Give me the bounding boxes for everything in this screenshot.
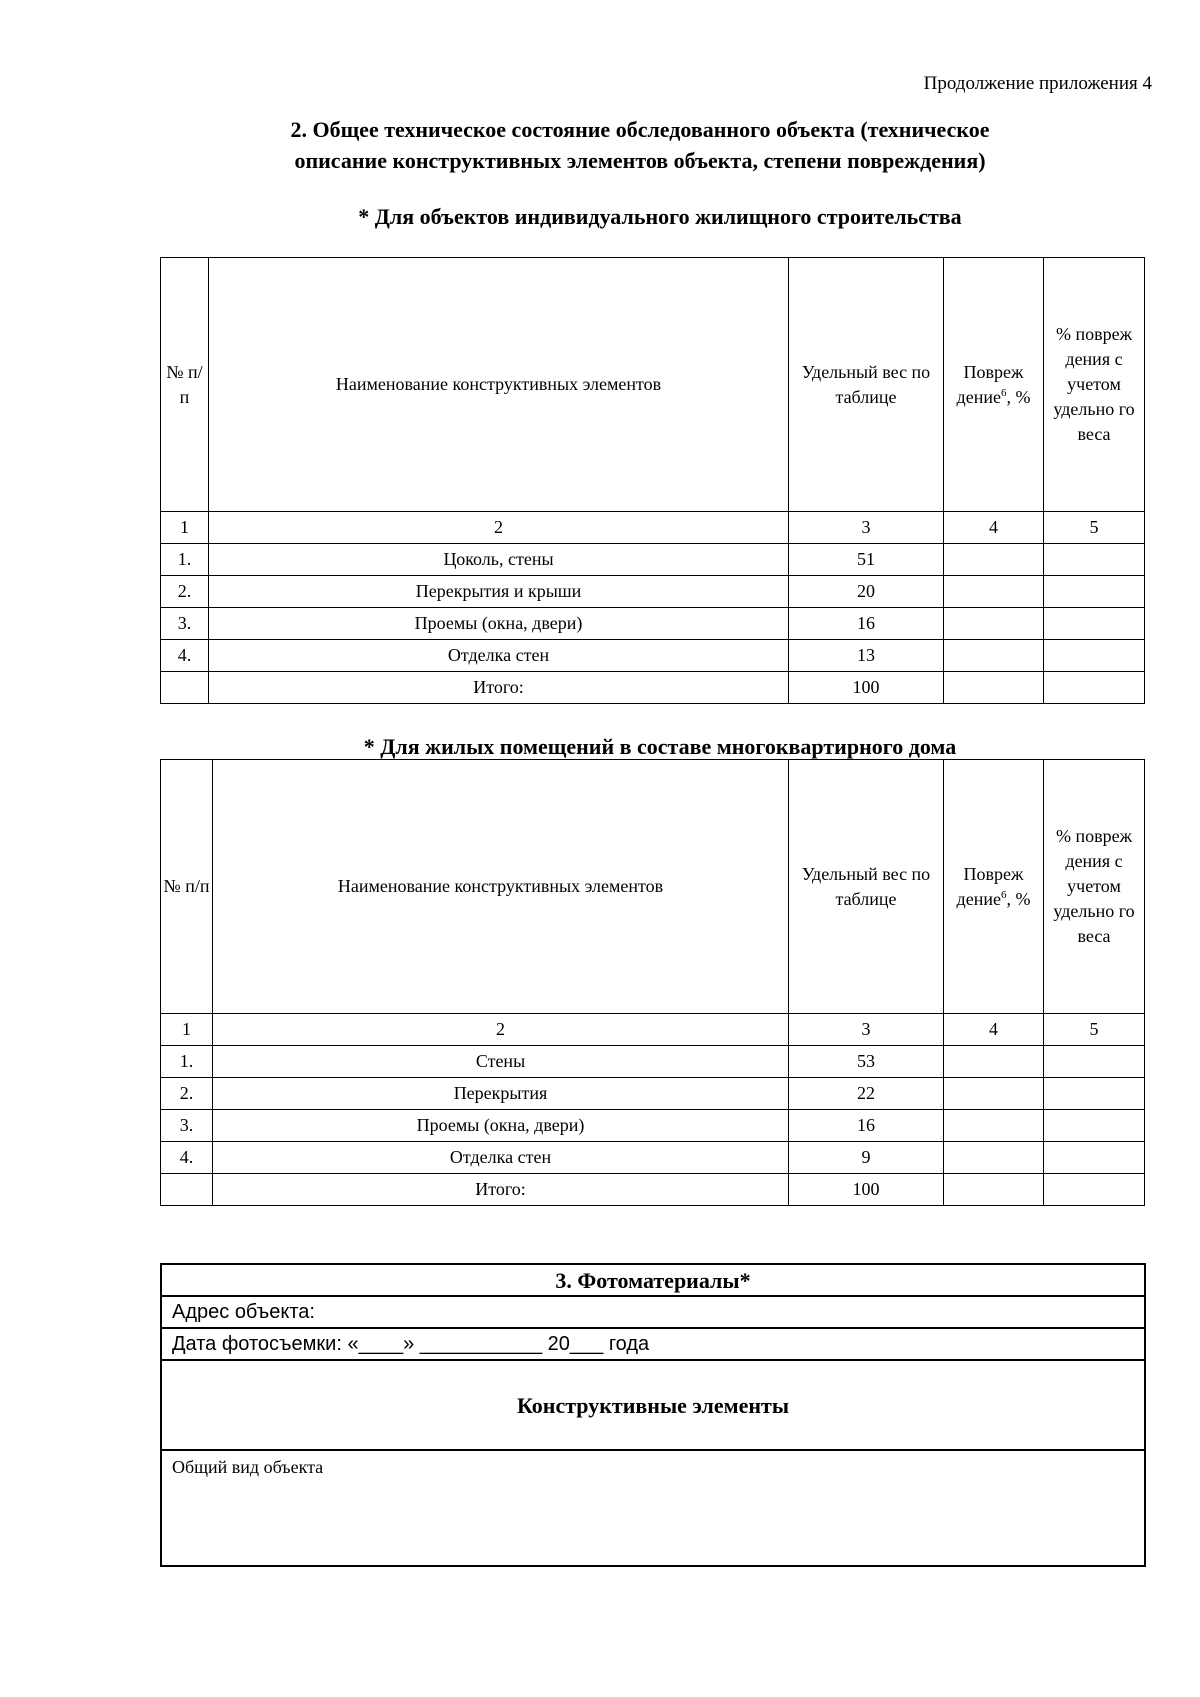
table1 [160,257,1145,704]
row-name: Стены [213,1046,789,1078]
colnum: 2 [213,1014,789,1046]
colnum: 4 [944,512,1044,544]
colnum: 1 [161,1014,213,1046]
row-num: 3. [161,1110,213,1142]
row-num: 1. [161,1046,213,1078]
total-value: 100 [789,672,944,704]
row-damage-input[interactable] [944,1142,1044,1174]
colnum: 4 [944,1014,1044,1046]
colnum: 1 [161,512,209,544]
row-damage-input[interactable] [944,1110,1044,1142]
row-weight: 20 [789,576,944,608]
row-num: 3. [161,608,209,640]
row-damage-input[interactable] [944,544,1044,576]
photo-date-field[interactable]: Дата фотосъемки: «____» ___________ 20___ года [161,1328,1145,1360]
total-damage-input[interactable] [944,1174,1044,1206]
row-pct-input[interactable] [1044,576,1145,608]
row-name: Перекрытия и крыши [209,576,789,608]
table-row [161,1142,1145,1174]
section2-title-line1: 2. Общее техническое состояние обследованного объекта (техническое [290,117,990,142]
table-row [161,1046,1145,1078]
header-name: Наименование конструктивных элементов [213,760,789,1014]
row-num: 2. [161,576,209,608]
table-row [161,608,1145,640]
total-damage-input[interactable] [944,672,1044,704]
object-overview-cell[interactable]: Общий вид объекта [161,1450,1145,1566]
photo-materials-table [160,1263,1146,1567]
table-total-row [161,1174,1145,1206]
section2-title-line2: описание конструктивных элементов объекта, степени повреждения) [294,148,986,173]
header-damage: Повреж дение$^6$, % [944,760,1044,1014]
header-pct: % повреж дения с учетом удельно го веса [1044,760,1145,1014]
header-num: № п/ п [161,258,209,512]
table1-colnum-row [161,512,1145,544]
row-pct-input[interactable] [1044,1046,1145,1078]
table1-header-row [161,258,1145,512]
row-damage-input[interactable] [944,1046,1044,1078]
total-label: Итого: [213,1174,789,1206]
row-name: Отделка стен [209,640,789,672]
row-weight: 9 [789,1142,944,1174]
table-total-row [161,672,1145,704]
row-weight: 53 [789,1046,944,1078]
colnum: 5 [1044,512,1145,544]
table-row [161,1078,1145,1110]
table2-colnum-row [161,1014,1145,1046]
row-pct-input[interactable] [1044,1142,1145,1174]
row-weight: 22 [789,1078,944,1110]
colnum: 2 [209,512,789,544]
row-name: Проемы (окна, двери) [213,1110,789,1142]
row-pct-input[interactable] [1044,640,1145,672]
row-pct-input[interactable] [1044,1110,1145,1142]
row-weight: 16 [789,608,944,640]
row-damage-input[interactable] [944,576,1044,608]
total-pct-input[interactable] [1044,1174,1145,1206]
row-weight: 16 [789,1110,944,1142]
colnum: 3 [789,512,944,544]
row-name: Проемы (окна, двери) [209,608,789,640]
table2-caption: * Для жилых помещений в составе многоквартирного дома [363,734,957,759]
row-name: Перекрытия [213,1078,789,1110]
table-row [161,544,1145,576]
photo-section-title: 3. Фотоматериалы* [161,1264,1145,1296]
table-row [161,576,1145,608]
row-damage-input[interactable] [944,640,1044,672]
table2-header-row [161,760,1145,1014]
row-num: 4. [161,640,209,672]
total-label: Итого: [209,672,789,704]
table-row [161,640,1145,672]
colnum: 5 [1044,1014,1145,1046]
header-pct: % повреж дения с учетом удельно го веса [1044,258,1145,512]
header-damage: Повреж дение$^6$, % [944,258,1044,512]
continuation-note: Продолжение приложения 4 [923,73,1152,94]
header-name: Наименование конструктивных элементов [209,258,789,512]
structural-elements-heading: Конструктивные элементы [161,1360,1145,1450]
row-num: 2. [161,1078,213,1110]
table2 [160,759,1145,1206]
row-name: Цоколь, стены [209,544,789,576]
row-pct-input[interactable] [1044,544,1145,576]
header-weight: Удельный вес по таблице [789,760,944,1014]
table1-caption: * Для объектов индивидуального жилищного строительства [358,204,962,229]
colnum: 3 [789,1014,944,1046]
row-pct-input[interactable] [1044,608,1145,640]
row-damage-input[interactable] [944,608,1044,640]
table-row [161,1110,1145,1142]
row-num: 4. [161,1142,213,1174]
row-damage-input[interactable] [944,1078,1044,1110]
total-pct-input[interactable] [1044,672,1145,704]
row-pct-input[interactable] [1044,1078,1145,1110]
total-value: 100 [789,1174,944,1206]
row-name: Отделка стен [213,1142,789,1174]
row-weight: 51 [789,544,944,576]
row-weight: 13 [789,640,944,672]
header-weight: Удельный вес по таблице [789,258,944,512]
row-num: 1. [161,544,209,576]
header-num: № п/п [161,760,213,1014]
address-field[interactable]: Адрес объекта: [161,1296,1145,1328]
